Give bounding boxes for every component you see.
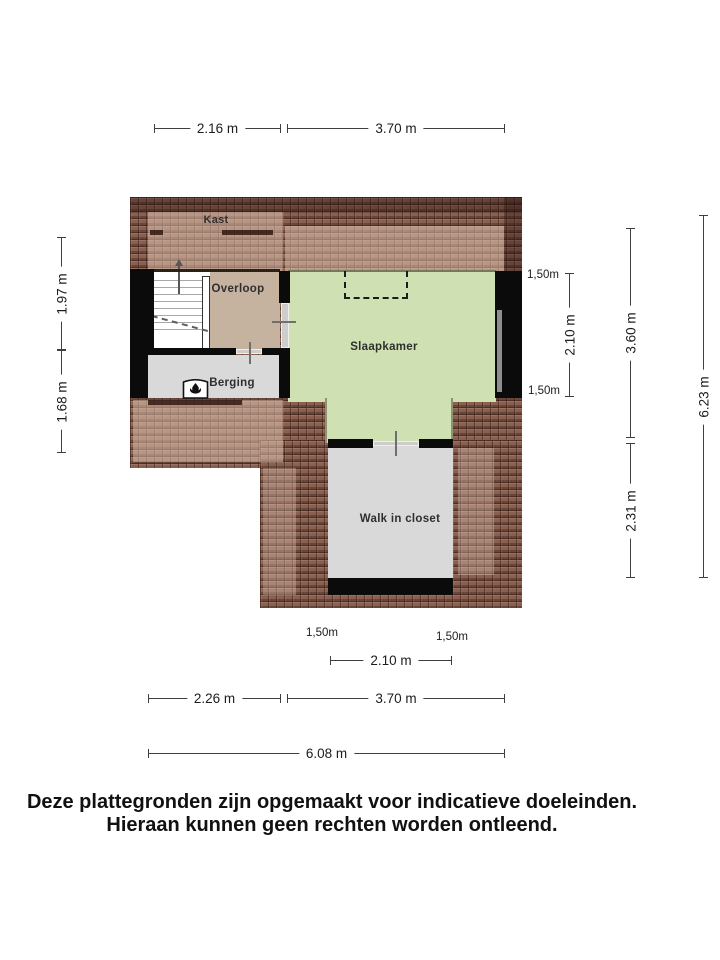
dimension-label: 2.31 m (624, 483, 639, 538)
room-walk-in-closet (328, 443, 453, 579)
wall-overloop-berging-right (262, 348, 279, 355)
knee-height-bedroom-top: 1,50m (527, 269, 559, 281)
disclaimer-line-1: Deze plattegronden zijn opgemaakt voor indicatieve doeleinden. (26, 791, 638, 813)
dimension-right-total (696, 215, 712, 578)
dimension-label: 3.70 m (368, 691, 423, 706)
door-tick-overloop-berging (249, 342, 251, 364)
dimension-label: 2.10 m (563, 307, 578, 362)
dimension-label: 2.26 m (187, 691, 242, 706)
dimension-top-right (287, 120, 505, 136)
wall-overloop-right-lower (279, 348, 290, 398)
stair-arrow-head-icon (175, 259, 183, 266)
knee-height-closet-right: 1,50m (436, 631, 468, 643)
door-overloop-slaapkamer (281, 303, 289, 348)
dimension-bedroom-depth (562, 273, 578, 397)
roof-ridge-shadow-top (130, 197, 522, 213)
dormer-dashed-outline (344, 271, 408, 299)
dimension-left-lower (54, 350, 70, 453)
room-label-kast: Kast (203, 214, 229, 226)
roof-ridge-shadow-right (504, 197, 522, 271)
disclaimer (0, 791, 664, 837)
wall-left-upper (130, 269, 154, 350)
dimension-label: 6.23 m (697, 369, 712, 424)
dimension-label: 6.08 m (299, 746, 354, 761)
knee-height-bedroom-bottom: 1,50m (528, 385, 560, 397)
window-slaapkamer-right (497, 310, 502, 392)
dimension-bottom-total (148, 745, 505, 761)
room-label-walk-in-closet: Walk in closet (359, 513, 441, 525)
dimension-left-upper (54, 237, 70, 350)
dimension-bottom-right (287, 690, 505, 706)
dimension-right-upper (623, 228, 639, 438)
dimension-label: 2.10 m (363, 653, 418, 668)
dimension-closet-width (330, 652, 452, 668)
wall-overloop-top (154, 269, 280, 272)
room-label-berging: Berging (209, 377, 255, 389)
dimension-right-lower (623, 443, 639, 578)
roof-light-overlay-dormer-right (458, 448, 494, 575)
dimension-label: 3.70 m (368, 121, 423, 136)
roof-light-overlay-bedroom-top (285, 226, 504, 272)
wall-slaapkamer-closet-right (419, 439, 453, 448)
dimension-label: 3.60 m (624, 305, 639, 360)
dimension-label: 2.16 m (190, 121, 245, 136)
knee-wall-marker (148, 400, 242, 405)
knee-wall-marker (222, 230, 273, 235)
dimension-label: 1.68 m (55, 374, 70, 429)
wall-left-berging (130, 350, 148, 398)
door-tick-slaapkamer-closet (395, 431, 397, 456)
wall-overloop-berging-left (148, 348, 236, 355)
roof-light-overlay-dormer-left (263, 468, 296, 595)
roof-light-overlay-bottom-left (133, 400, 283, 462)
dimension-bottom-left (148, 690, 281, 706)
knee-height-closet-left: 1,50m (306, 627, 338, 639)
dimension-top-left (154, 120, 281, 136)
wall-overloop-right-upper (279, 271, 290, 303)
wall-slaapkamer-closet-left (328, 439, 373, 448)
room-label-slaapkamer: Slaapkamer (350, 341, 418, 353)
wall-closet-bottom (328, 578, 453, 595)
room-label-overloop: Overloop (211, 283, 265, 295)
dimension-label: 1.97 m (55, 266, 70, 321)
door-tick-overloop-slaapkamer (272, 321, 296, 323)
knee-wall-marker (150, 230, 163, 235)
room-slaapkamer-alcove (325, 398, 453, 443)
disclaimer-line-2: Hieraan kunnen geen rechten worden ontleend. (106, 814, 558, 836)
